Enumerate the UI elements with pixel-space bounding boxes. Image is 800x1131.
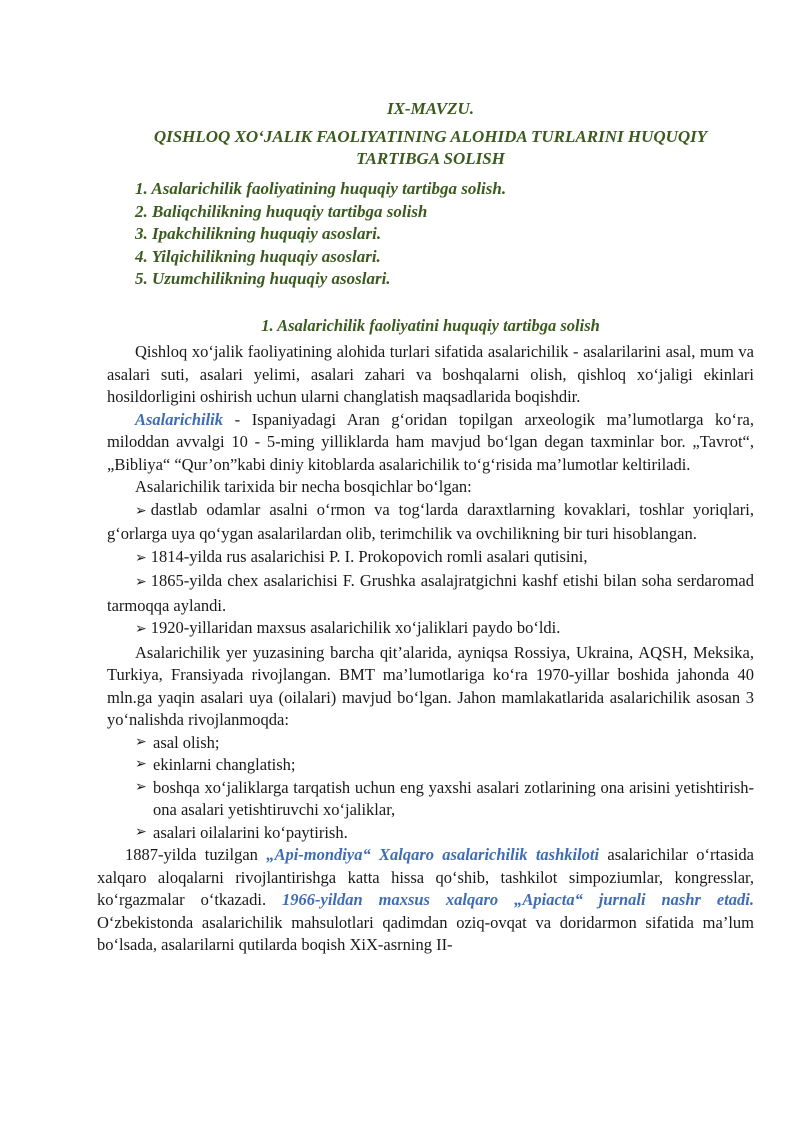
- outline-item: 2. Baliqchilikning huquqiy tartibga solish: [135, 201, 428, 221]
- section-heading: 1. Asalarichilik faoliyatini huquqiy tartibga solish: [261, 315, 600, 335]
- list-item: [107, 822, 754, 845]
- document-page: [97, 97, 754, 957]
- paragraph: [97, 844, 754, 957]
- arrowhead-bullet-icon: ➢: [135, 734, 147, 750]
- arrowhead-bullet-icon: ➢: [135, 824, 147, 840]
- outline-item: 4. Yilqichilikning huquqiy asoslari.: [135, 246, 381, 266]
- list-item: [107, 777, 754, 822]
- list-item-text: asalari oilalarini ko‘paytirish.: [153, 822, 348, 842]
- arrowhead-bullet-icon: ➢: [135, 575, 147, 590]
- list-item-text: 1814-yilda rus asalarichisi P. I. Prokopovich romli asalari qutisini,: [150, 546, 588, 566]
- arrowhead-bullet-icon: ➢: [135, 757, 147, 772]
- paragraph-text: 1887-yilda tuzilgan: [125, 845, 267, 864]
- paragraph-text: - Ispaniyadagi Aran g‘oridan topilgan arxeologik ma’lumotlarga ko‘ra, miloddan avvalgi 10 - 5-ming yilliklarda ham mavjud bo‘lgan degan taxminlar bor. „Tavrot“, „Bibliya“ “Qur’on”kabi diniy kitoblarda asalarichilik to‘g‘risida ma’lumotlar keltiriladi.: [107, 409, 754, 474]
- list-item-text: 1920-yillaridan maxsus asalarichilik xo‘jaliklari paydo bo‘ldi.: [150, 618, 561, 637]
- arrowhead-bullet-icon: ➢: [135, 622, 147, 637]
- list-item: [107, 732, 754, 755]
- list-item: [107, 546, 754, 571]
- term-highlight: Asalarichilik: [135, 409, 224, 429]
- organization-highlight: „Api-mondiya“ Xalqaro asalarichilik tashkiloti: [266, 845, 600, 864]
- list-item: [107, 499, 754, 546]
- outline-item: 3. Ipakchilikning huquqiy asoslari.: [135, 224, 382, 243]
- paragraph: Asalarichilik tarixida bir necha bosqichlar bo‘lgan:: [135, 477, 472, 496]
- paragraph: [107, 409, 754, 477]
- page-title: IX-MAVZU.: [386, 99, 475, 118]
- arrowhead-bullet-icon: ➢: [135, 503, 147, 519]
- list-item: [107, 754, 754, 777]
- arrowhead-bullet-icon: ➢: [135, 550, 147, 566]
- list-item-text: boshqa xo‘jaliklarga tarqatish uchun eng yaxshi asalari zotlarining ona arisini yetishtirish-ona asalari yetishtiruvchi xo‘jaliklar,: [153, 777, 754, 819]
- outline-item: 1. Asalarichilik faoliyatining huquqiy tartibga solish.: [135, 179, 507, 198]
- list-item-text: dastlab odamlar asalni o‘rmon va tog‘larda daraxtlarning kovaklari, toshlar yoriqlari, g‘orlarga uya qo‘ygan asalarilardan olib, terimchilik va ovchilikning bir turi hisoblangan.: [107, 499, 754, 543]
- list-item-text: 1865-yilda chex asalarichisi F. Grushka asalajratgichni kashf etishi bilan soha serdaromad tarmoqqa aylandi.: [107, 571, 754, 615]
- paragraph-text: asalarichilar o‘rtasida xalqaro aloqalarni rivojlantirishga katta hissa qo‘shib, tashkilot simpoziumlar, kongresslar, ko‘rgazmalar o‘tkazadi.: [97, 845, 754, 909]
- list-item-text: asal olish;: [153, 732, 220, 752]
- arrowhead-bullet-icon: ➢: [135, 779, 147, 795]
- topic-heading: QISHLOQ XO‘JALIK FAOLIYATINING ALOHIDA TURLARINI HUQUQIY TARTIBGA SOLISH: [153, 127, 708, 168]
- paragraph: Asalarichilik yer yuzasining barcha qit’alarida, ayniqsa Rossiya, Ukraina, AQSH, Meksika, Turkiya, Fransiyada rivojlangan. BMT ma’lumotlariga ko‘ra 1970-yillar boshida jahonda 40 mln.ga yaqin asalari uya (oilalari) mavjud bo‘lgan. Jahon mamlakatlarida asalarichilik asosan 3 yo‘nalishda rivojlanmoqda:: [107, 642, 754, 729]
- paragraph: Qishloq xo‘jalik faoliyatining alohida turlari sifatida asalarichilik - asalarilarini asal, mum va asalari suti, asalari yelimi, asalari zahari va boshqalarni olish, qishloq xo‘jaligi ekinlari hosildorligini oshirish uchun ularni changlatish maqsadlarida boqishdir.: [107, 342, 754, 406]
- list-item: [107, 570, 754, 617]
- outline-item: 5. Uzumchilikning huquqiy asoslari.: [135, 269, 391, 288]
- topic-outline: [135, 178, 754, 291]
- list-item: [107, 617, 754, 642]
- journal-highlight: 1966-yildan maxsus xalqaro „Apiacta“ jurnali nashr etadi.: [282, 890, 754, 909]
- list-item-text: ekinlarni changlatish;: [153, 755, 296, 774]
- paragraph-text: O‘zbekistonda asalarichilik mahsulotlari qadimdan oziq-ovqat va doridarmon sifatida ma’lum bo‘lsada, asalarilarni qutilarda boqish XiX-asrning II-: [97, 912, 754, 954]
